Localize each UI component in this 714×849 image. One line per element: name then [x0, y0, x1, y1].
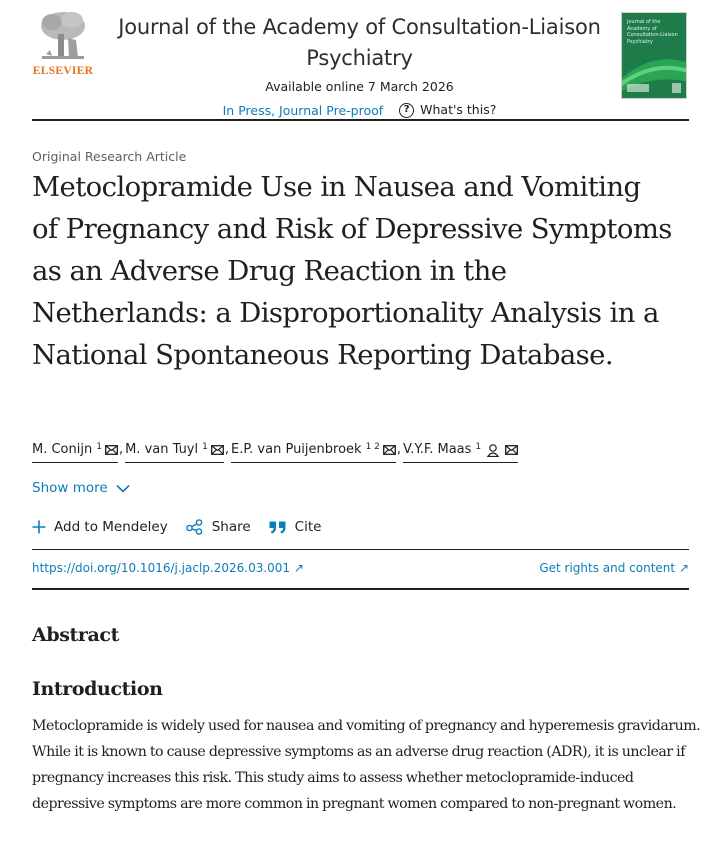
external-link-icon: ↗ [293, 561, 304, 575]
elsevier-logo[interactable] [32, 10, 94, 80]
author-link[interactable] [403, 439, 518, 463]
whats-this-link[interactable]: What's this? [420, 101, 496, 120]
doi-row [32, 561, 689, 575]
doi-divider [32, 588, 689, 590]
whats-this-group[interactable] [399, 101, 496, 120]
cover-title-line: Academy of [627, 25, 657, 32]
cover-title-line: Psychiatry [627, 38, 653, 45]
add-to-mendeley-label: Add to Mendeley [54, 519, 168, 535]
author-list [32, 439, 518, 463]
article-actions [32, 519, 321, 535]
plus-icon [32, 520, 46, 534]
show-more-label: Show more [32, 480, 108, 496]
author-affiliation: 1 2 [365, 442, 380, 452]
question-circle-icon: ? [399, 103, 414, 118]
elsevier-tree-icon [38, 10, 88, 62]
journal-title-link[interactable]: Journal of the Academy of Consultation-Liaison Psychiatry [118, 15, 601, 70]
available-online-date: Available online 7 March 2026 [265, 79, 454, 94]
in-press-link[interactable]: In Press, Journal Pre-proof [222, 102, 384, 118]
introduction-heading: Introduction [32, 678, 163, 700]
header-divider [32, 119, 689, 121]
add-to-mendeley-button[interactable] [32, 519, 168, 535]
journal-info [102, 12, 617, 120]
author-separator: , [224, 442, 229, 457]
cite-label: Cite [294, 519, 322, 535]
introduction-text: Metoclopramide is widely used for nausea and vomiting of pregnancy and hyperemesis gravidarum. While it is known to cause depressive symptoms as an adverse drug reaction (ADR), it is unclear if pregnancy increases this risk. This study aims to assess whether metoclopramide-induced depressive symptoms are more common in pregnant women compared to non-pregnant women. [32, 718, 701, 812]
article-type: Original Research Article [32, 149, 187, 164]
cover-society-logo [627, 84, 649, 92]
publication-status [102, 101, 617, 120]
external-link-icon: ↗ [678, 561, 689, 575]
author-name: M. van Tuyl [125, 442, 199, 457]
cover-title-line: Journal of the [627, 19, 661, 25]
cover-title-line: Consultation-Liaison [627, 32, 678, 38]
author-affiliation: 1 [475, 442, 482, 452]
doi-text: https://doi.org/10.1016/j.jaclp.2026.03.001 [32, 561, 291, 575]
corresponding-author-icon [487, 444, 499, 457]
envelope-icon [383, 445, 396, 455]
journal-header [32, 0, 689, 122]
cover-publisher-logo [672, 83, 681, 93]
rights-text: Get rights and content [539, 561, 676, 575]
author-link[interactable] [231, 439, 396, 463]
abstract-heading: Abstract [32, 624, 119, 646]
share-icon [186, 519, 204, 535]
author-link[interactable] [32, 439, 118, 463]
article-title: Metoclopramide Use in Nausea and Vomiting of Pregnancy and Risk of Depressive Symptoms as an Adverse Drug Reaction in the Netherlands: a Disproportionality Analysis in a National Spontaneous Reporting Database. [32, 171, 672, 371]
author-affiliation: 1 [202, 442, 208, 452]
chevron-down-icon [116, 484, 130, 493]
journal-cover-image[interactable] [621, 12, 687, 99]
author-separator: , [118, 442, 124, 457]
envelope-icon [105, 445, 118, 455]
doi-link[interactable] [32, 561, 304, 575]
journal-title[interactable] [102, 12, 617, 74]
share-label: Share [211, 519, 251, 535]
cover-title [627, 19, 683, 45]
cite-button[interactable] [269, 519, 322, 535]
rights-link[interactable] [539, 561, 689, 575]
quote-icon [269, 521, 287, 534]
author-link[interactable] [125, 439, 224, 463]
author-affiliation: 1 [96, 442, 102, 452]
author-name: M. Conijn [32, 442, 93, 457]
author-name: E.P. van Puijenbroek [231, 442, 362, 457]
envelope-icon [211, 445, 224, 455]
actions-divider [32, 549, 689, 550]
share-button[interactable] [186, 519, 251, 535]
elsevier-wordmark: ELSEVIER [32, 65, 94, 77]
author-separator: , [396, 442, 402, 457]
envelope-icon [505, 445, 518, 455]
author-name: V.Y.F. Maas [403, 442, 472, 457]
show-more-button[interactable] [32, 480, 130, 496]
